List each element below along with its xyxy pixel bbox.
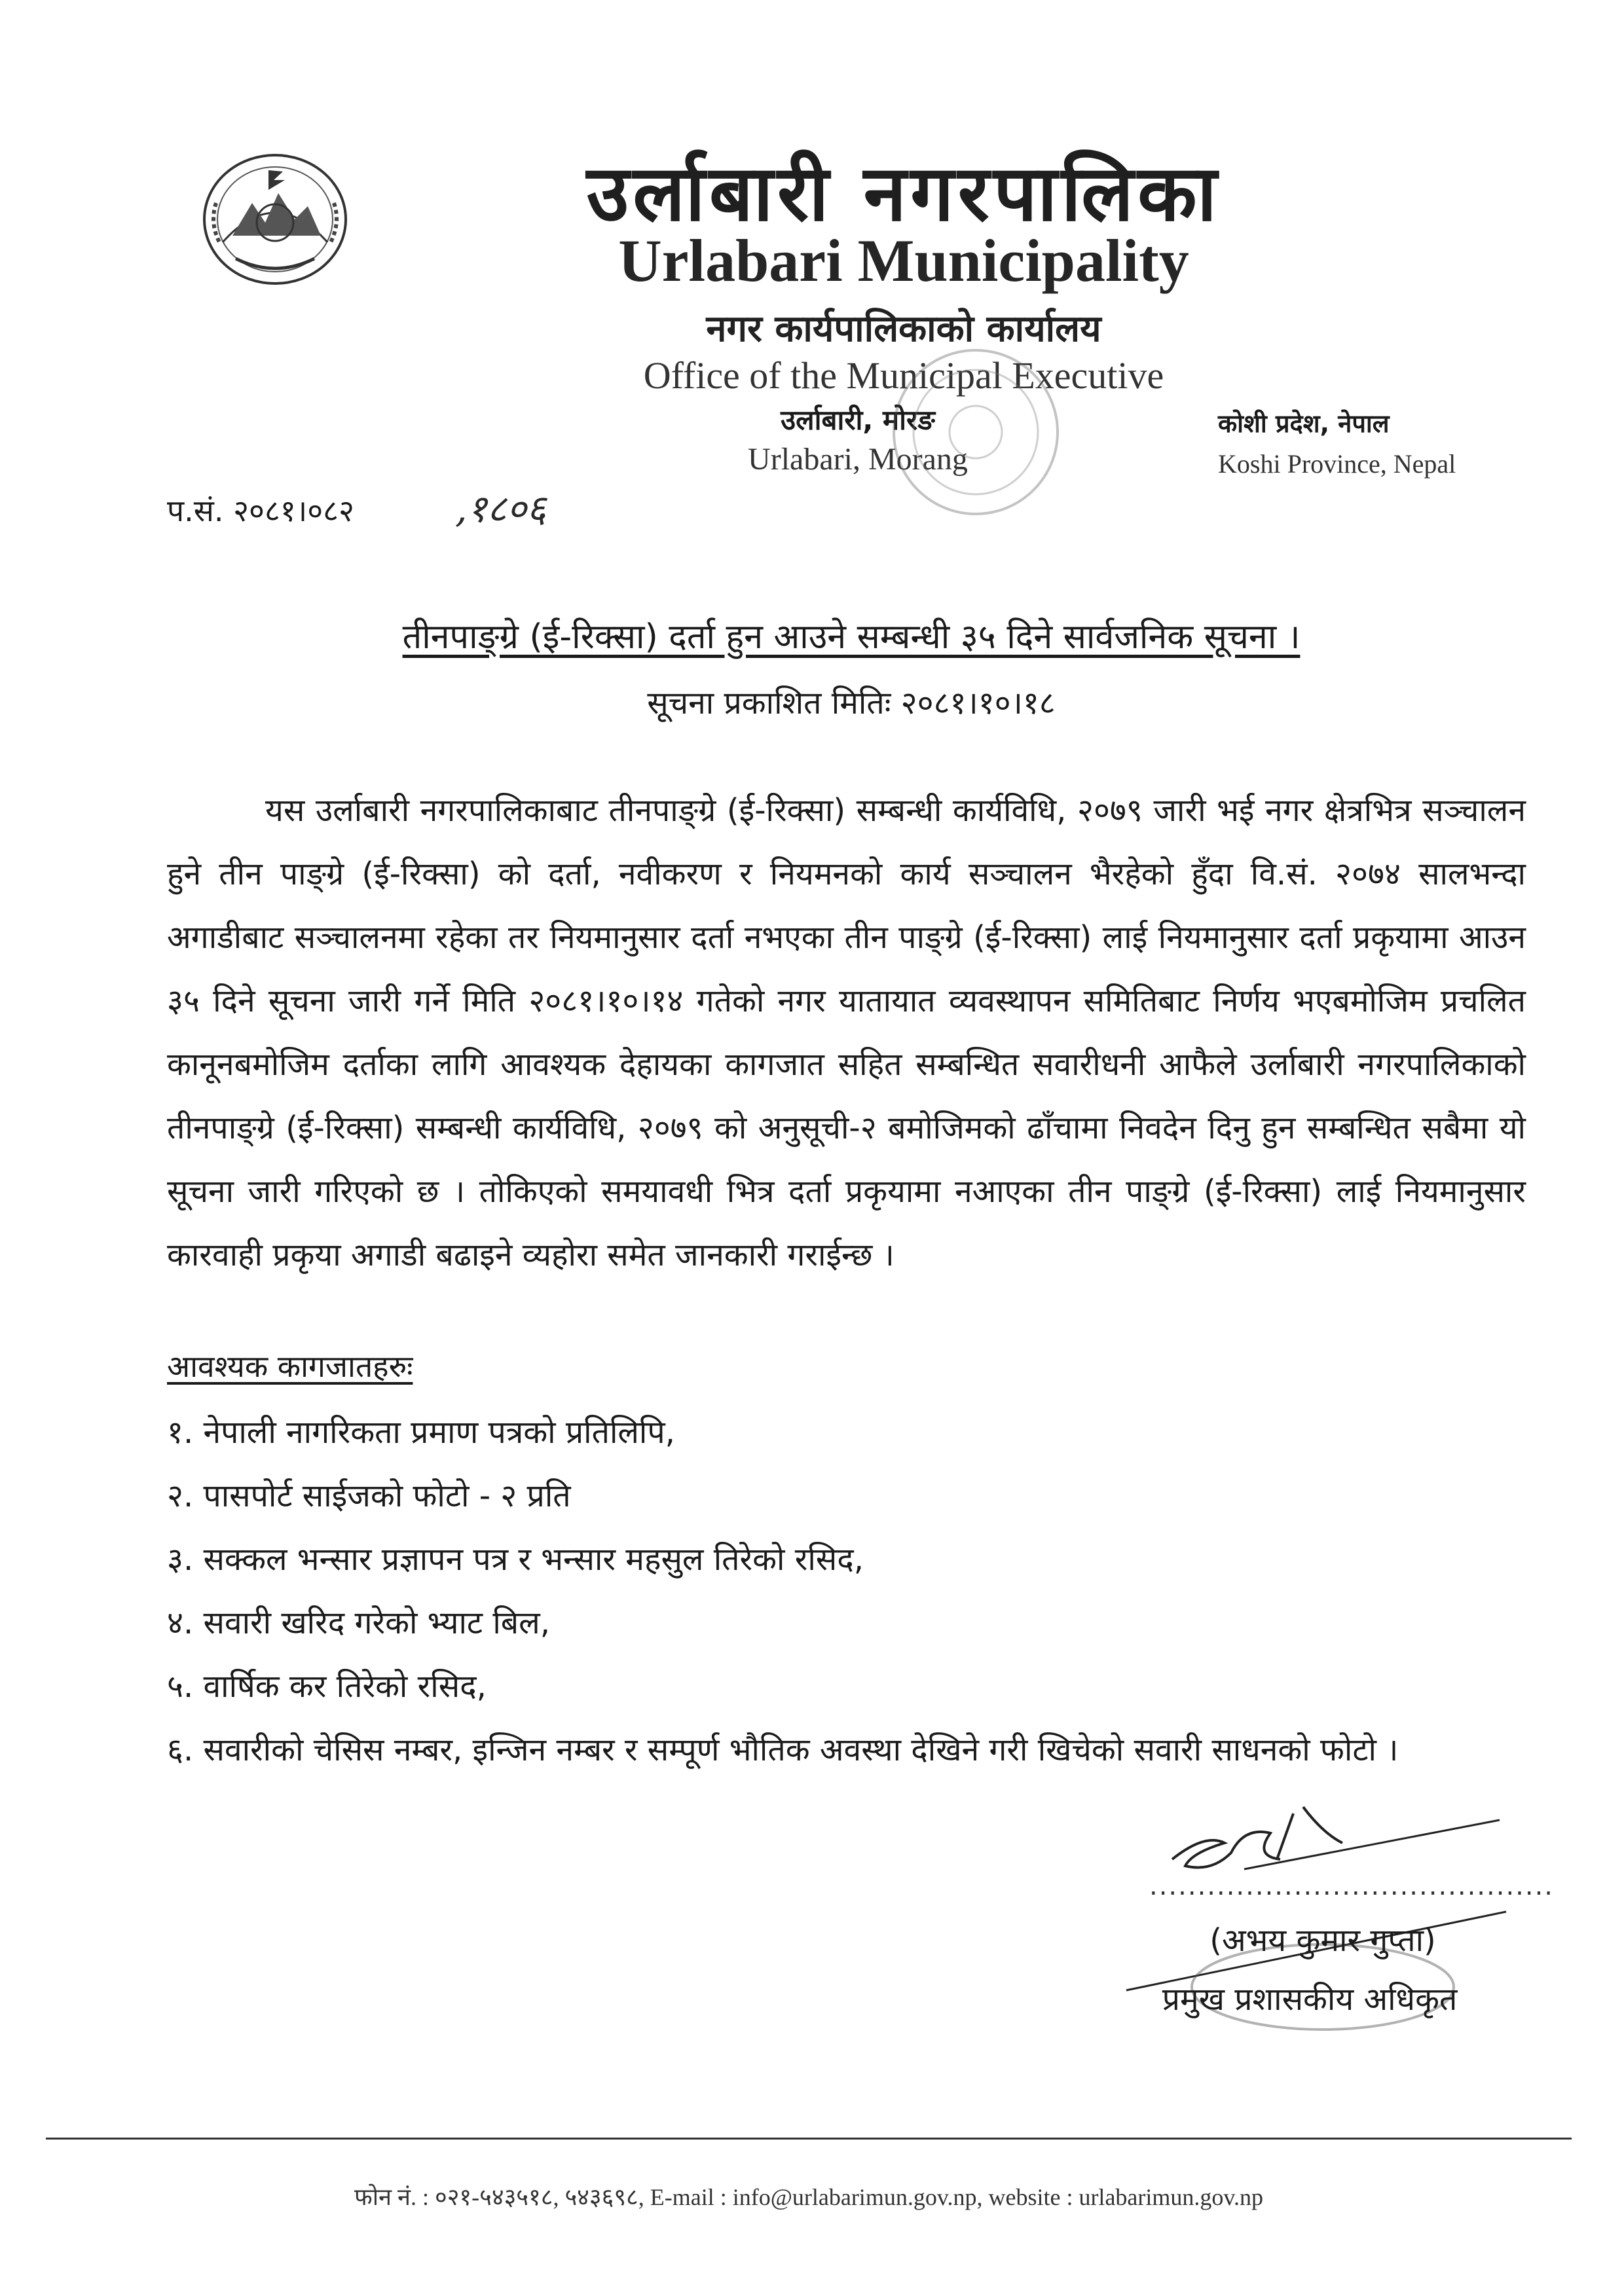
signature-dotted-line: .......................................... [1149,1871,1555,1901]
notice-published-date: सूचना प्रकाशित मितिः २०८१।१०।१८ [647,685,1056,721]
municipality-name-nepali: उर्लाबारी नगरपालिका [586,148,1221,238]
office-name-nepali: नगर कार्यपालिकाको कार्यालय [706,308,1101,350]
reference-handwritten-number: ,१८०६ [455,486,547,531]
list-item: ६. सवारीको चेसिस नम्बर, इन्जिन नम्बर र सम्पूर्ण भौतिक अवस्था देखिने गरी खिचेको सवारी साधनको फोटो । [167,1732,1399,1768]
notice-title-text: तीनपाङ्ग्रे (ई-रिक्सा) दर्ता हुन आउने सम्बन्धी ३५ दिने सार्वजनिक सूचना । [402,617,1301,657]
list-item: ४. सवारी खरिद गरेको भ्याट बिल, [167,1605,550,1641]
footer-divider [46,2138,1572,2140]
municipality-emblem-icon [196,144,354,288]
required-documents-list [167,1401,1526,1782]
municipality-name-english: Urlabari Municipality [618,227,1189,294]
address-nepali: उर्लाबारी, मोरङ [781,404,935,436]
notice-body-paragraph: यस उर्लाबारी नगरपालिकाबाट तीनपाङ्ग्रे (ई-रिक्सा) सम्बन्धी कार्यविधि, २०७९ जारी भई नगर क्षेत्रभित्र सञ्चालन हुने तीन पाङ्ग्रे (ई-रिक्सा) को दर्ता, नवीकरण र नियमनको कार्य सञ्चालन भैरहेको हुँदा वि.सं. २०७४ सालभन्दा अगाडीबाट सञ्चालनमा रहेका तर नियमानुसार दर्ता नभएका तीन पाङ्ग्रे (ई-रिक्सा) लाई नियमानुसार दर्ता प्रकृयामा आउन ३५ दिने सूचना जारी गर्ने मिति २०८१।१०।१४ गतेको नगर यातायात व्यवस्थापन समितिबाट निर्णय भएबमोजिम प्रचलित कानूनबमोजिम दर्ताका लागि आवश्यक देहायका कागजात सहित सम्बन्धित सवारीधनी आफैले उर्लाबारी नगरपालिकाको तीनपाङ्ग्रे (ई-रिक्सा) सम्बन्धी कार्यविधि, २०७९ को अनुसूची-२ बमोजिमको ढाँचामा निवदेन दिनु हुन सम्बन्धित सबैमा यो सूचना जारी गरिएको छ । तोकिएको समयावधी भित्र दर्ता प्रकृयामा नआएका तीन पाङ्ग्रे (ई-रिक्सा) लाई नियमानुसार कारवाही प्रकृया अगाडी बढाइने व्यहोरा समेत जानकारी गराईन्छ । [167,792,1526,1273]
notice-body [167,779,1526,1287]
province-english: Koshi Province, Nepal [1218,449,1456,479]
province-nepali: कोशी प्रदेश, नेपाल [1218,409,1390,438]
list-item: १. नेपाली नागरिकता प्रमाण पत्रको प्रतिलिपि, [167,1414,675,1451]
signer-name: (अभय कुमार गुप्ता) [1209,1922,1436,1959]
list-item: २. पासपोर्ट साईजको फोटो - २ प्रति [167,1478,571,1514]
list-item: ५. वार्षिक कर तिरेको रसिद, [167,1668,487,1705]
required-documents-heading: आवश्यक कागजातहरुः [167,1349,413,1384]
footer-contact: फोन नं. : ०२१-५४३५१८, ५४३६९८, E-mail : info@urlabarimun.gov.np, website : urlabarimun.gov.np [354,2184,1264,2210]
office-name-english: Office of the Municipal Executive [643,354,1164,397]
reference-number: प.सं. २०८१।०८२ [167,493,354,528]
office-stamp-icon [871,340,1080,524]
signer-title: प्रमुख प्रशासकीय अधिकृत [1162,1981,1458,2018]
list-item: ३. सक्कल भन्सार प्रज्ञापन पत्र र भन्सार महसुल तिरेको रसिद, [167,1541,864,1578]
notice-title [164,612,1539,659]
address-english: Urlabari, Morang [748,442,968,477]
